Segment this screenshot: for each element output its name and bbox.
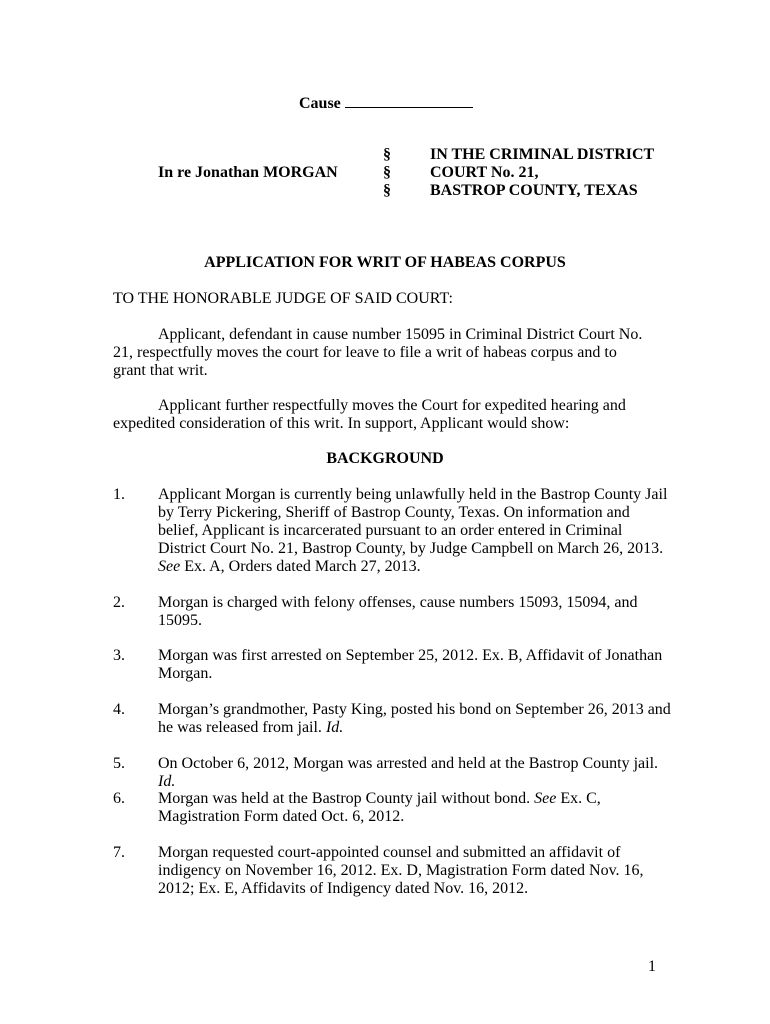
cause-line — [299, 93, 473, 113]
list-item-text: Applicant Morgan is currently being unlawfully held in the Bastrop County Jail by Terry Pickering, Sheriff of Bastrop County, Texas. On information and belief, Applicant is incarcerated pursuant to an order entered in Criminal District Court No. 21, Bastrop County, by Judge Campbell on March 26, 2013. See Ex. A, Orders dated March 27, 2013. — [158, 486, 668, 575]
list-item-number: 4. — [113, 701, 125, 718]
list-item-number: 7. — [113, 844, 125, 861]
intro-paragraph — [113, 397, 648, 433]
section-mark: § — [383, 146, 391, 163]
section-mark: § — [383, 164, 391, 181]
list-item-text: Morgan requested court-appointed counsel and submitted an affidavit of indigency on November 16, 2012. Ex. D, Magistration Form dated Nov. 16, 2012; Ex. E, Affidavits of Indigency dated Nov. 16, 2012. — [158, 844, 644, 897]
in-re-party: In re Jonathan MORGAN — [158, 164, 338, 181]
intro-paragraph-text: Applicant further respectfully moves the Court for expedited hearing and expedited consideration of this writ. In support, Applicant would show: — [113, 397, 626, 432]
list-item — [113, 844, 673, 898]
list-item — [113, 790, 673, 826]
list-item-number: 2. — [113, 594, 125, 611]
list-item — [113, 701, 673, 737]
cause-label: Cause — [299, 95, 341, 112]
list-item-text: Morgan is charged with felony offenses, cause numbers 15093, 15094, and 15095. — [158, 594, 638, 629]
court-line: BASTROP COUNTY, TEXAS — [430, 182, 638, 199]
list-item-text: Morgan was first arrested on September 25, 2012. Ex. B, Affidavit of Jonathan Morgan. — [158, 647, 663, 682]
document-title: APPLICATION FOR WRIT OF HABEAS CORPUS — [204, 254, 566, 271]
salutation: TO THE HONORABLE JUDGE OF SAID COURT: — [113, 290, 453, 307]
list-item — [113, 594, 673, 630]
list-item — [113, 755, 673, 791]
list-item-text: On October 6, 2012, Morgan was arrested and held at the Bastrop County jail. Id. — [158, 755, 659, 790]
list-item — [113, 647, 673, 683]
section-mark: § — [383, 182, 391, 199]
intro-paragraph-text: Applicant, defendant in cause number 15095 in Criminal District Court No. 21, respectfully moves the court for leave to file a writ of habeas corpus and to grant that writ. — [113, 326, 643, 379]
intro-paragraph — [113, 326, 648, 380]
court-line: IN THE CRIMINAL DISTRICT — [430, 146, 655, 163]
list-item-text: Morgan was held at the Bastrop County jail without bond. See Ex. C, Magistration Form dated Oct. 6, 2012. — [158, 790, 601, 825]
list-item-number: 1. — [113, 486, 125, 503]
list-item-text: Morgan’s grandmother, Pasty King, posted his bond on September 26, 2013 and he was released from jail. Id. — [158, 701, 671, 736]
list-item-number: 5. — [113, 755, 125, 772]
list-item-number: 3. — [113, 647, 125, 664]
list-item — [113, 486, 673, 576]
court-line: COURT No. 21, — [430, 164, 539, 181]
cause-number-blank — [345, 93, 473, 108]
page-number: 1 — [648, 958, 656, 975]
background-heading: BACKGROUND — [326, 450, 444, 467]
list-item-number: 6. — [113, 790, 125, 807]
